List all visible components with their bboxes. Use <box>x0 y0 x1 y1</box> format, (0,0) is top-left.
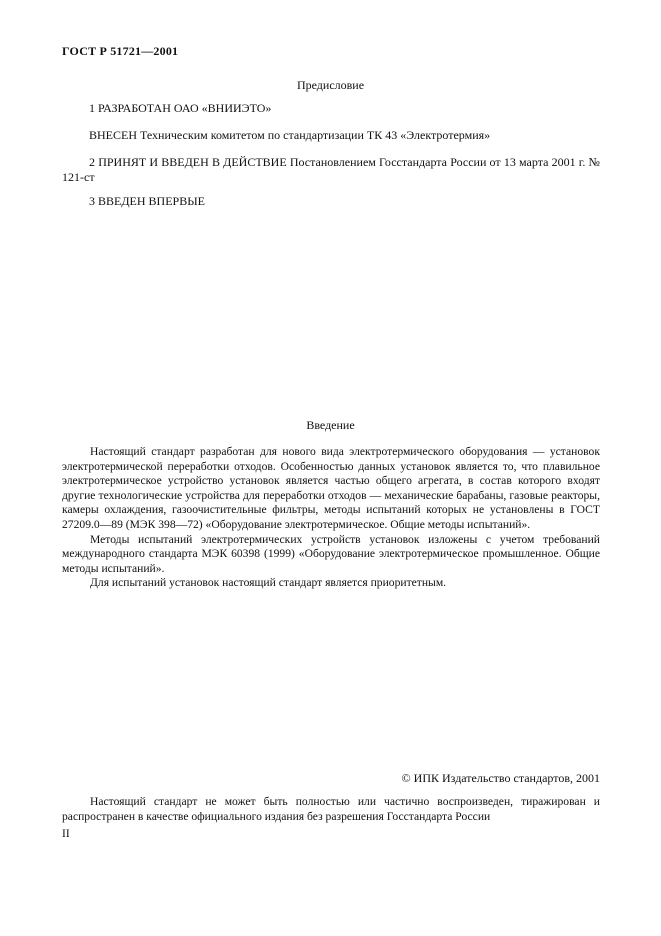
copyright: © ИПК Издательство стандартов, 2001 <box>401 771 600 785</box>
introduction-title: Введение <box>306 418 355 432</box>
page-number: II <box>62 828 70 840</box>
foreword-item-3: 3 ВВЕДЕН ВПЕРВЫЕ <box>89 194 205 208</box>
introduction-paragraph: Для испытаний установок настоящий стандарт является приоритетным. <box>90 576 447 590</box>
foreword-item-1: 1 РАЗРАБОТАН ОАО «ВНИИЭТО» <box>89 101 272 115</box>
introduction-paragraph: Настоящий стандарт разработан для нового вида электротермического оборудования — установок электротермической переработки отходов. Особенностью данных установок является то, что плавильное электротермическое устройство установок является частью общего агрегата, в состав которого входят другие технологические устройства для переработки отходов — механические барабаны, газовые реакторы, камеры охлаждения, газоочистительные фильтры, методы испытаний которых не установлены в ГОСТ 27209.0—89 (МЭК 398—72) «Оборудование электротермическое. Общие методы испытаний». <box>62 445 600 531</box>
document-number: ГОСТ Р 51721—2001 <box>62 44 179 58</box>
introduction-body <box>62 445 600 591</box>
foreword-item-2: 2 ПРИНЯТ И ВВЕДЕН В ДЕЙСТВИЕ Постановлением Госстандарта России от 13 марта 2001 г. № 121-ст <box>62 155 600 184</box>
introduction-paragraph: Методы испытаний электротермических устройств установок изложены с учетом требований международного стандарта МЭК 60398 (1999) «Оборудование электротермическое промышленное. Общие методы испытаний». <box>62 532 600 575</box>
foreword-title: Предисловие <box>296 78 365 92</box>
foreword-introduced: ВНЕСЕН Техническим комитетом по стандартизации ТК 43 «Электротермия» <box>89 128 491 142</box>
reproduction-notice: Настоящий стандарт не может быть полностью или частично воспроизведен, тиражирован и распространен в качестве официального издания без разрешения Госстандарта России <box>62 795 600 823</box>
